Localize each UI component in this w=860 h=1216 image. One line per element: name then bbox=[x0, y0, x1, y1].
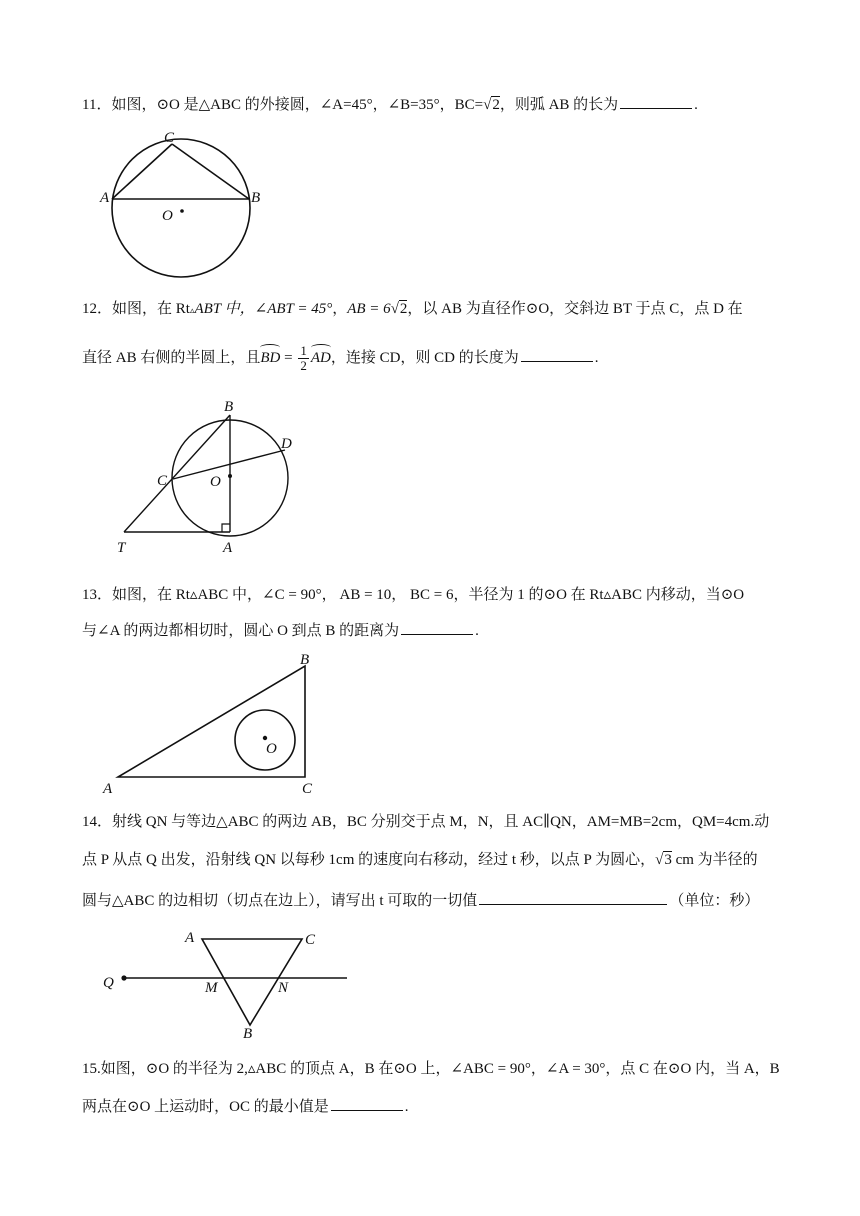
q13-label-b: B bbox=[300, 652, 310, 668]
q11-center-dot bbox=[180, 209, 184, 213]
q12-angle: ∠ABT = 45° bbox=[254, 301, 333, 317]
q12-answer-blank[interactable] bbox=[521, 347, 593, 362]
q14-text-c: 圆与△ABC 的边相切（切点在边上），请写出 t 可取的一切值 bbox=[82, 893, 478, 909]
q12-fraction bbox=[298, 344, 309, 373]
q12-arc-ad: AD bbox=[310, 349, 331, 366]
q14-point-q bbox=[121, 975, 126, 980]
q14-figure bbox=[100, 925, 360, 1040]
q14-label-c: C bbox=[305, 932, 316, 948]
q12-label-o: O bbox=[210, 474, 221, 490]
q14-sqrt-radicand: 3 bbox=[664, 852, 672, 868]
q12-end: . bbox=[594, 349, 599, 366]
q12-text-d: 直径 AB 右侧的半圆上，且 bbox=[82, 349, 261, 366]
q14-line2 bbox=[82, 850, 758, 870]
q14-label-a: A bbox=[185, 930, 195, 946]
q12-label-c: C bbox=[157, 473, 168, 489]
q14-answer-blank[interactable] bbox=[479, 890, 667, 905]
q13-label-o: O bbox=[266, 741, 277, 757]
q11-line-cb bbox=[172, 144, 249, 199]
q11-text: 11．如图，⊙O 是△ABC 的外接圆，∠A=45°，∠B=35°，BC= bbox=[82, 97, 484, 113]
q13-label-c: C bbox=[302, 781, 313, 797]
q15-end: . bbox=[404, 1099, 409, 1115]
q12-ab: AB = 6 bbox=[347, 301, 391, 317]
q15-answer-blank[interactable] bbox=[331, 1096, 403, 1111]
q15-line2 bbox=[82, 1096, 409, 1117]
q14-text-d: （单位：秒） bbox=[669, 893, 760, 909]
q13-center-dot bbox=[263, 736, 267, 740]
q12-center-dot bbox=[228, 474, 232, 478]
q15-text: 两点在⊙O 上运动时，OC 的最小值是 bbox=[82, 1099, 329, 1115]
q11-sqrt bbox=[483, 95, 500, 115]
q12-line2 bbox=[82, 344, 599, 373]
q12-text-e: ，连接 CD，则 CD 的长度为 bbox=[330, 349, 519, 366]
q13-line1: 13．如图，在 Rt▵ABC 中，∠C = 90°， AB = 10， BC = 6，半径为 1 的⊙O 在 Rt▵ABC 内移动，当⊙O bbox=[82, 587, 745, 603]
q11-line-ac bbox=[112, 144, 172, 199]
q14-line3 bbox=[82, 890, 759, 911]
q11-circle bbox=[112, 139, 250, 277]
q14-label-q: Q bbox=[103, 975, 114, 991]
q12-eq: = bbox=[280, 349, 297, 366]
q12-comma: ， bbox=[332, 301, 348, 317]
q12-sqrt: √2 bbox=[390, 301, 408, 317]
q12-arc-bd: BD bbox=[260, 349, 281, 366]
q13-label-a: A bbox=[103, 781, 113, 797]
q11-label-c: C bbox=[164, 130, 175, 146]
q15-line1: 15.如图，⊙O 的半径为 2,▵ABC 的顶点 A，B 在⊙O 上，∠ABC = 90°，∠A = 30°，点 C 在⊙O 内，当 A，B bbox=[82, 1061, 780, 1077]
sqrt-sign: √ bbox=[483, 97, 492, 113]
fraction-numerator: 1 bbox=[300, 343, 307, 358]
q14-label-n: N bbox=[278, 980, 289, 996]
triangle-glyph: ▵ bbox=[189, 305, 195, 315]
q13-figure bbox=[100, 648, 330, 798]
sqrt-radicand: 2 bbox=[492, 97, 500, 113]
fraction-denominator: 2 bbox=[300, 358, 307, 373]
q12-text-b: ABT 中， bbox=[194, 301, 255, 317]
q14-sqrt: √3 bbox=[655, 852, 672, 868]
q11-end: . bbox=[694, 97, 698, 113]
q11-label-b: B bbox=[251, 190, 261, 206]
q12-right-angle-mark bbox=[222, 524, 230, 532]
q12-line1 bbox=[82, 299, 743, 320]
q12-label-t: T bbox=[117, 540, 126, 556]
q14-label-m: M bbox=[205, 980, 218, 996]
q12-text-a: 12．如图，在 Rt bbox=[82, 301, 190, 317]
q12-figure bbox=[115, 395, 315, 555]
q14-text-a: 点 P 从点 Q 出发，沿射线 QN 以每秒 1cm 的速度向右移动，经过 t 秒，以点 P 为圆心， bbox=[82, 852, 656, 868]
q12-sqrt-radicand: 2 bbox=[399, 301, 408, 317]
q14-label-b: B bbox=[243, 1026, 253, 1042]
q11-line1 bbox=[82, 94, 698, 115]
q12-text-c: ，以 AB 为直径作⊙O，交斜边 BT 于点 C，点 D 在 bbox=[407, 301, 743, 317]
q11-figure bbox=[100, 130, 260, 275]
q11-label-o: O bbox=[162, 208, 173, 224]
q13-triangle bbox=[118, 666, 305, 777]
q11-answer-blank[interactable] bbox=[620, 94, 692, 109]
q13-end: . bbox=[475, 623, 479, 639]
q13-answer-blank[interactable] bbox=[401, 620, 473, 635]
q13-text: 与∠A 的两边都相切时，圆心 O 到点 B 的距离为 bbox=[82, 623, 400, 639]
q14-text-b: cm 为半径的 bbox=[671, 852, 758, 868]
q12-label-b: B bbox=[224, 399, 234, 415]
q11-text-suffix: ，则弧 AB 的长为 bbox=[499, 97, 619, 113]
q12-label-d: D bbox=[281, 436, 292, 452]
q13-line2 bbox=[82, 620, 479, 641]
q14-line1: 14．射线 QN 与等边△ABC 的两边 AB，BC 分别交于点 M，N，且 AC∥QN，AM=MB=2cm，QM=4cm.动 bbox=[82, 814, 770, 830]
q12-label-a: A bbox=[223, 540, 233, 556]
q11-label-a: A bbox=[100, 190, 110, 206]
